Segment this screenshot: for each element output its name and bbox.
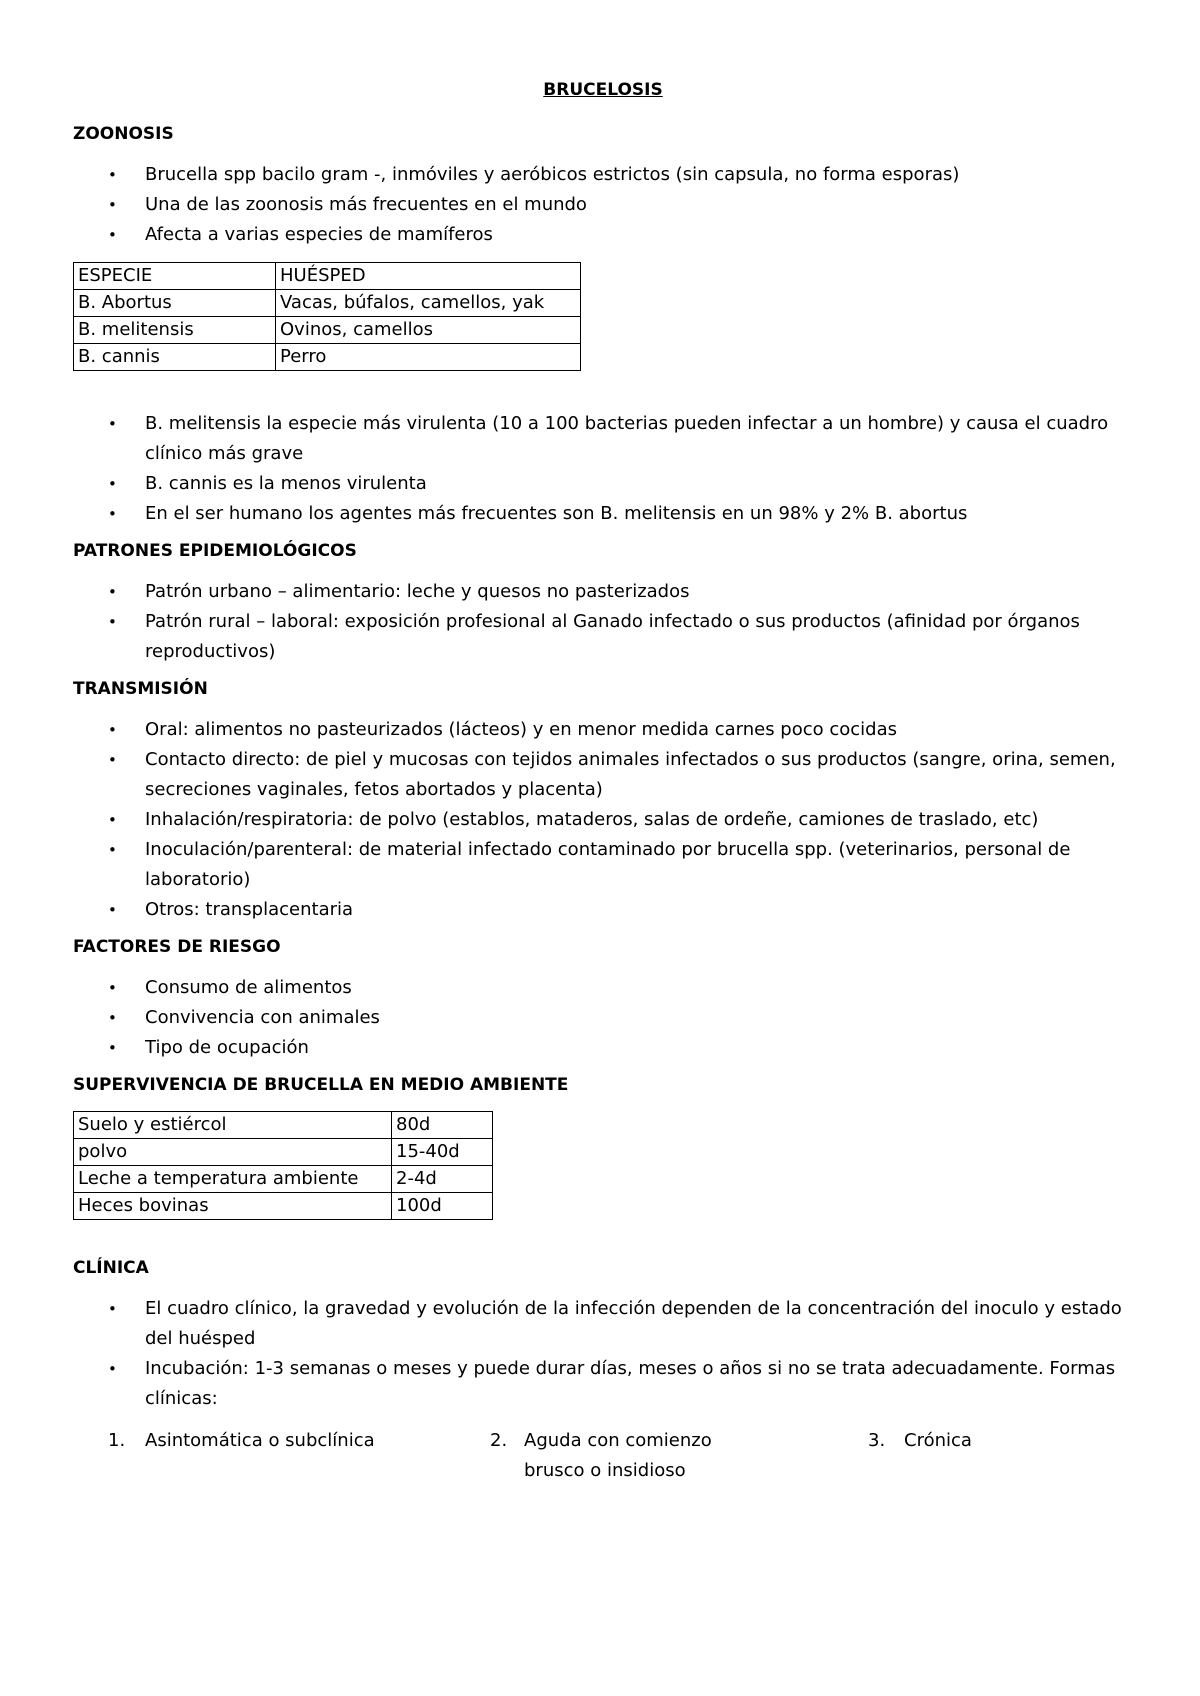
clinica-bullet-list [73,1294,1133,1414]
list-item: • B. melitensis la especie más virulenta (10 a 100 bacterias pueden infectar a un hombre) y causa el cuadro clínico más grave [73,409,1133,469]
table-header-cell: HUÉSPED [276,263,581,290]
bullet-icon: • [108,415,117,433]
list-item: • En el ser humano los agentes más frecuentes son B. melitensis en un 98% y 2% B. abortus [73,499,1133,529]
list-item-text: Asintomática o subclínica [145,1430,375,1451]
document-title: BRUCELOSIS [543,80,663,100]
bullet-icon: • [108,1360,117,1378]
table-cell: Heces bovinas [74,1193,392,1220]
table-cell: 2-4d [392,1166,493,1193]
table-row [74,1166,493,1193]
table-cell: Ovinos, camellos [276,317,581,344]
list-item: • Convivencia con animales [73,1003,1133,1033]
list-item: • Inoculación/parenteral: de material infectado contaminado por brucella spp. (veterinarios, personal de laboratorio) [73,835,1133,895]
list-item: • El cuadro clínico, la gravedad y evolución de la infección dependen de la concentración del inoculo y estado del huésped [73,1294,1133,1354]
transmision-bullet-list [73,715,1133,925]
bullet-icon: • [108,979,117,997]
list-item: • Brucella spp bacilo gram -, inmóviles y aeróbicos estrictos (sin capsula, no forma esporas) [73,160,1133,190]
section-heading-factores: FACTORES DE RIESGO [73,937,281,957]
bullet-icon: • [108,841,117,859]
table-cell: Vacas, búfalos, camellos, yak [276,290,581,317]
list-number: 1. [108,1430,126,1451]
bullet-icon: • [108,196,117,214]
factores-bullet-list [73,973,1133,1063]
table-row [74,1193,493,1220]
bullet-icon: • [108,1009,117,1027]
bullet-icon: • [108,751,117,769]
bullet-icon: • [108,613,117,631]
clinical-forms-list [73,1426,1133,1486]
table-cell: 80d [392,1112,493,1139]
list-item: • Oral: alimentos no pasteurizados (lácteos) y en menor medida carnes poco cocidas [73,715,1133,745]
list-item: • Afecta a varias especies de mamíferos [73,220,1133,250]
bullet-icon: • [108,1300,117,1318]
table-cell: B. cannis [74,344,276,371]
bullet-icon: • [108,583,117,601]
list-number: 2. [490,1430,508,1451]
section-heading-zoonosis: ZOONOSIS [73,124,174,144]
patrones-bullet-list [73,577,1133,667]
table-cell: Leche a temperatura ambiente [74,1166,392,1193]
table-cell: 15-40d [392,1139,493,1166]
list-item-text: Aguda con comienzo brusco o insidioso [524,1430,712,1481]
section-heading-patrones: PATRONES EPIDEMIOLÓGICOS [73,541,357,561]
table-cell: polvo [74,1139,392,1166]
species-host-table [73,262,581,371]
survival-table [73,1111,493,1220]
zoonosis-bullet-list [73,160,1133,250]
list-item: • B. cannis es la menos virulenta [73,469,1133,499]
list-item: • Tipo de ocupación [73,1033,1133,1063]
table-cell: Suelo y estiércol [74,1112,392,1139]
bullet-icon: • [108,166,117,184]
section-heading-transmision: TRANSMISIÓN [73,679,208,699]
table-row [74,1112,493,1139]
section-heading-clinica: CLÍNICA [73,1258,149,1278]
table-cell: B. Abortus [74,290,276,317]
bullet-icon: • [108,226,117,244]
bullet-icon: • [108,1039,117,1057]
list-item: • Incubación: 1-3 semanas o meses y puede durar días, meses o años si no se trata adecuadamente. Formas clínicas: [73,1354,1133,1414]
list-item-text: Crónica [904,1430,972,1451]
table-cell: 100d [392,1193,493,1220]
table-header-cell: ESPECIE [74,263,276,290]
list-item: • Una de las zoonosis más frecuentes en el mundo [73,190,1133,220]
document-page [73,70,1133,1486]
list-item: • Otros: transplacentaria [73,895,1133,925]
table-row [74,290,581,317]
list-item: • Consumo de alimentos [73,973,1133,1003]
table-cell: B. melitensis [74,317,276,344]
list-item: • Patrón rural – laboral: exposición profesional al Ganado infectado o sus productos (afinidad por órganos reproductivos) [73,607,1133,667]
bullet-icon: • [108,475,117,493]
bullet-icon: • [108,505,117,523]
zoonosis-bullet-list-after-table [73,409,1133,529]
bullet-icon: • [108,811,117,829]
table-row [74,1139,493,1166]
table-row [74,344,581,371]
bullet-icon: • [108,901,117,919]
list-item: • Patrón urbano – alimentario: leche y quesos no pasterizados [73,577,1133,607]
section-heading-supervivencia: SUPERVIVENCIA DE BRUCELLA EN MEDIO AMBIENTE [73,1075,569,1095]
bullet-icon: • [108,721,117,739]
list-item: • Contacto directo: de piel y mucosas con tejidos animales infectados o sus productos (sangre, orina, semen, secreciones vaginales, fetos abortados y placenta) [73,745,1133,805]
table-header-row [74,263,581,290]
table-cell: Perro [276,344,581,371]
table-row [74,317,581,344]
list-item: • Inhalación/respiratoria: de polvo (establos, mataderos, salas de ordeñe, camiones de traslado, etc) [73,805,1133,835]
list-number: 3. [868,1430,886,1451]
